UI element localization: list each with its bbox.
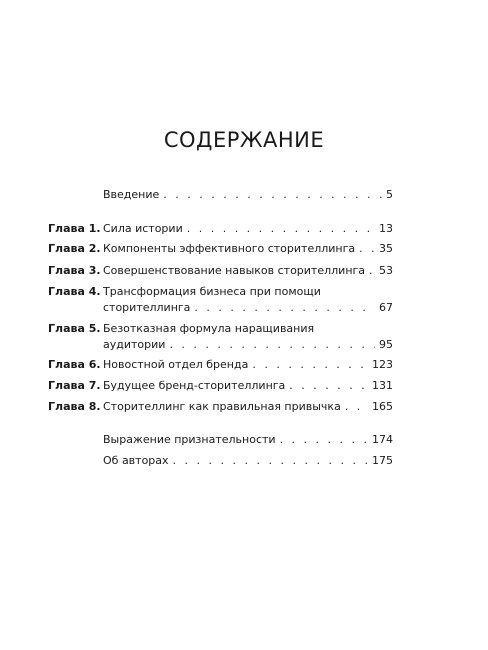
dot-leader [173, 452, 368, 470]
toc-page-number: 53 [379, 264, 393, 277]
toc-entry-title: Будущее бренд-сторителлинга [103, 379, 286, 392]
toc-entry-line [103, 377, 393, 395]
toc-entry-line [103, 431, 393, 449]
dot-leader [187, 220, 375, 238]
dot-leader [194, 299, 375, 317]
toc-entry-title: Сила истории [103, 222, 183, 235]
toc-entry-line [103, 220, 393, 238]
toc-entry-about-authors[interactable] [0, 452, 488, 470]
toc-entry-acknowledgements[interactable] [0, 431, 488, 449]
toc-entry-line [103, 262, 393, 280]
chapter-label: Глава 4. [48, 285, 101, 298]
toc-entry-title: Новостной отдел бренда [103, 358, 249, 371]
chapter-label: Глава 3. [48, 264, 101, 277]
toc-entry-line [103, 356, 393, 374]
toc-entry-chapter-6[interactable] [0, 356, 488, 374]
chapter-label: Глава 1. [48, 222, 101, 235]
dot-leader [359, 240, 375, 258]
toc-page-number: 13 [379, 222, 393, 235]
toc-entry-title: Введение [103, 188, 160, 201]
toc-entry-title: аудитории [103, 338, 166, 351]
dot-leader [252, 356, 368, 374]
toc-entry-title-line1: Трансформация бизнеса при помощи [103, 285, 321, 298]
chapter-label: Глава 5. [48, 322, 101, 335]
toc-entry-chapter-7[interactable] [0, 377, 488, 395]
toc-entry-title-line1: Безотказная формула наращивания [103, 322, 315, 335]
chapter-label: Глава 6. [48, 358, 101, 371]
page-title: СОДЕРЖАНИЕ [163, 128, 325, 152]
toc-entry-line [103, 299, 393, 317]
toc-entry-line [103, 398, 393, 416]
toc-page-number: 67 [379, 301, 393, 314]
toc-entry-line [103, 452, 393, 470]
toc-page-number: 174 [372, 433, 393, 446]
toc-entry-title: Компоненты эффективного сторителлинга [103, 242, 356, 255]
toc-entry-intro[interactable] [0, 186, 488, 204]
dot-leader [345, 398, 368, 416]
toc-entry-chapter-5-cont[interactable] [0, 336, 488, 354]
chapter-label: Глава 7. [48, 379, 101, 392]
dot-leader [163, 186, 382, 204]
chapter-label: Глава 2. [48, 242, 101, 255]
toc-page-number: 165 [372, 400, 393, 413]
toc-entry-line [103, 336, 393, 354]
toc-page-number: 123 [372, 358, 393, 371]
toc-entry-title: сторителлинга [103, 301, 191, 314]
toc-page-number: 131 [372, 379, 393, 392]
toc-entry-title: Об авторах [103, 454, 169, 467]
toc-entry-line [103, 186, 393, 204]
toc-entry-title: Совершенствование навыков сторителлинга [103, 264, 366, 277]
dot-leader [289, 377, 368, 395]
toc-page-number: 175 [372, 454, 393, 467]
chapter-label: Глава 8. [48, 400, 101, 413]
toc-entry-chapter-1[interactable] [0, 220, 488, 238]
toc-entry-line [103, 240, 393, 258]
toc-page-number: 95 [379, 338, 393, 351]
toc-page-number: 5 [386, 188, 393, 201]
toc-entry-chapter-4-cont[interactable] [0, 299, 488, 317]
toc-entry-chapter-8[interactable] [0, 398, 488, 416]
toc-entry-chapter-3[interactable] [0, 262, 488, 280]
toc-entry-title: Сторителлинг как правильная привычка [103, 400, 341, 413]
dot-leader [369, 262, 375, 280]
toc-page-number: 35 [379, 242, 393, 255]
dot-leader [280, 431, 368, 449]
toc-entry-title: Выражение признательности [103, 433, 276, 446]
toc-entry-chapter-2[interactable] [0, 240, 488, 258]
dot-leader [169, 336, 375, 354]
